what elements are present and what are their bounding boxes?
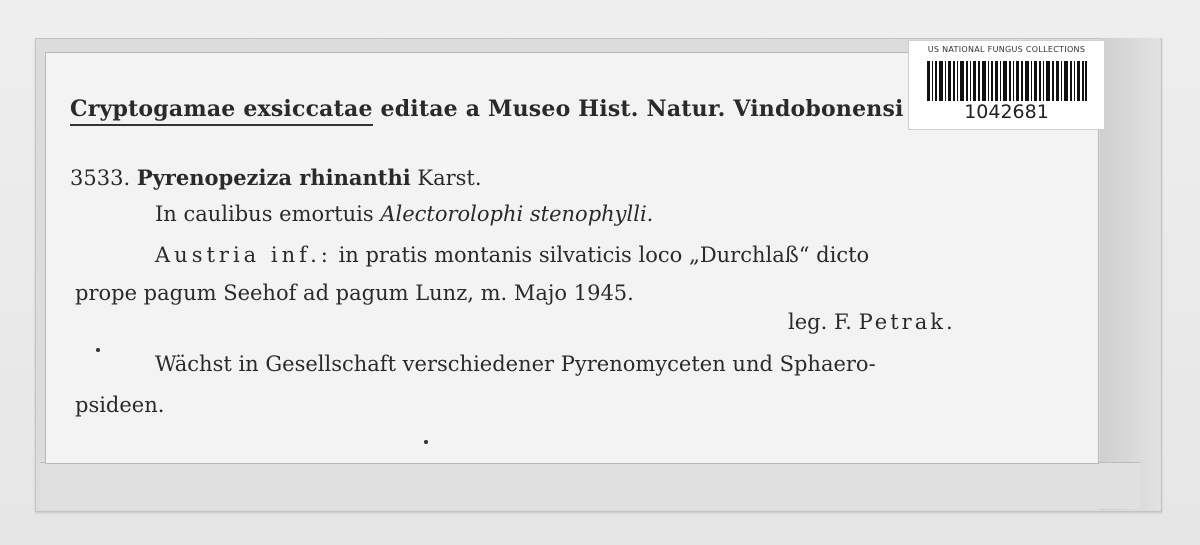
barcode-icon: [927, 61, 1087, 101]
locality-line: [155, 243, 869, 267]
header-publisher: editae a Museo Hist. Natur. Vindobonensi: [380, 96, 904, 122]
species-author: Karst.: [417, 166, 482, 190]
collector-name: Petrak.: [858, 310, 956, 334]
locality-text: in pratis montanis silvaticis loco „Durchlaß“ dicto: [338, 243, 870, 267]
substrate-prefix: In caulibus emortuis: [155, 202, 374, 226]
host-name: Alectorolophi stenophylli.: [380, 202, 654, 226]
header-series-title: Cryptogamae exsiccatae: [70, 96, 373, 126]
locality-continuation: [75, 281, 634, 305]
species-line: [70, 165, 482, 190]
note-text-1: Wächst in Gesellschaft verschiedener Pyrenomyceten und Sphaero-: [155, 352, 876, 376]
locality-region: Austria inf.:: [155, 243, 332, 267]
envelope-bottom-edge: [40, 462, 1140, 509]
substrate-line: [155, 202, 653, 226]
note-line-1: [155, 352, 876, 376]
barcode-label: [908, 40, 1105, 130]
ink-speck: [96, 348, 100, 352]
note-text-2: psideen.: [75, 393, 165, 417]
locality-cont-text: prope pagum Seehof ad pagum Lunz, m. Majo 1945.: [75, 281, 634, 305]
exsiccata-header: [70, 96, 904, 122]
species-name: Pyrenopeziza rhinanthi: [136, 165, 411, 190]
note-line-2: [75, 393, 164, 417]
envelope-flap: [1100, 38, 1160, 510]
exsiccata-number: 3533.: [70, 166, 131, 190]
collector-prefix: leg. F.: [788, 310, 852, 334]
barcode-number: 1042681: [964, 101, 1049, 123]
ink-speck: [424, 440, 428, 444]
collector-line: [788, 310, 956, 334]
barcode-collection-name: US NATIONAL FUNGUS COLLECTIONS: [927, 45, 1086, 54]
